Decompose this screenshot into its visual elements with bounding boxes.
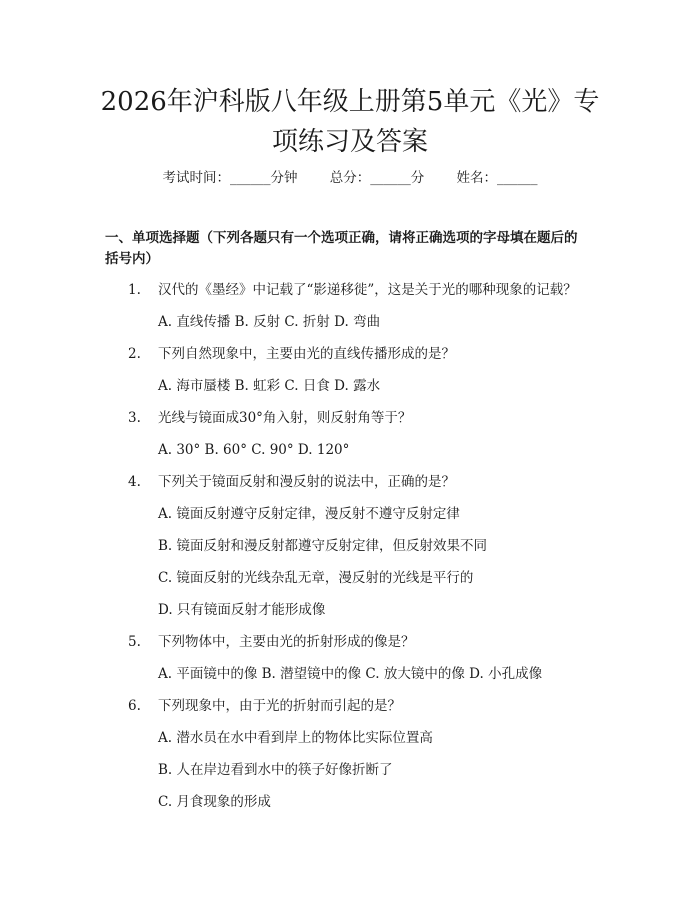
question-6 bbox=[128, 696, 401, 716]
question-number: 2. bbox=[128, 346, 141, 362]
question-4-option-c: C. 镜面反射的光线杂乱无章，漫反射的光线是平行的 bbox=[158, 570, 474, 586]
question-2-options: A. 海市蜃楼 B. 虹彩 C. 日食 D. 露水 bbox=[158, 378, 381, 394]
title-line-2: 项练习及答案 bbox=[271, 127, 428, 157]
student-name: 姓名：______ bbox=[456, 170, 538, 186]
question-4-option-d: D. 只有镜面反射才能形成像 bbox=[158, 602, 326, 618]
question-4-option-a: A. 镜面反射遵守反射定律，漫反射不遵守反射定律 bbox=[158, 506, 460, 522]
exam-score: 总分：______分 bbox=[329, 170, 425, 186]
section-heading bbox=[105, 228, 595, 270]
question-5-options: A. 平面镜中的像 B. 潜望镜中的像 C. 放大镜中的像 D. 小孔成像 bbox=[158, 666, 543, 682]
question-text: 下列现象中，由于光的折射而引起的是？ bbox=[158, 698, 401, 714]
exam-meta bbox=[0, 168, 700, 188]
question-text: 光线与镜面成30°角入射，则反射角等于？ bbox=[158, 410, 412, 426]
question-number: 6. bbox=[128, 698, 141, 714]
question-6-option-c: C. 月食现象的形成 bbox=[158, 794, 271, 810]
question-number: 1. bbox=[128, 282, 141, 298]
section-heading-line-1: 一、单项选择题（下列各题只有一个选项正确，请将正确选项的字母填在题后的 bbox=[105, 230, 578, 246]
question-2 bbox=[128, 344, 455, 364]
question-text: 下列自然现象中，主要由光的直线传播形成的是？ bbox=[158, 346, 455, 362]
question-number: 3. bbox=[128, 410, 141, 426]
question-3 bbox=[128, 408, 411, 428]
section-heading-line-2: 括号内） bbox=[105, 251, 159, 267]
question-4 bbox=[128, 472, 455, 492]
question-5 bbox=[128, 632, 415, 652]
question-6-option-a: A. 潜水员在水中看到岸上的物体比实际位置高 bbox=[158, 730, 433, 746]
question-4-option-b: B. 镜面反射和漫反射都遵守反射定律，但反射效果不同 bbox=[158, 538, 488, 554]
question-text: 汉代的《墨经》中记载了“影递移徙”，这是关于光的哪种现象的记载？ bbox=[158, 282, 577, 298]
question-text: 下列关于镜面反射和漫反射的说法中，正确的是？ bbox=[158, 474, 455, 490]
question-6-option-b: B. 人在岸边看到水中的筷子好像折断了 bbox=[158, 762, 393, 778]
question-number: 4. bbox=[128, 474, 141, 490]
question-1-options: A. 直线传播 B. 反射 C. 折射 D. 弯曲 bbox=[158, 314, 381, 330]
question-text: 下列物体中，主要由光的折射形成的像是？ bbox=[158, 634, 415, 650]
question-1 bbox=[128, 280, 577, 300]
question-number: 5. bbox=[128, 634, 141, 650]
title-line-1: 2026年沪科版八年级上册第5单元《光》专 bbox=[100, 87, 600, 117]
question-3-options: A. 30° B. 60° C. 90° D. 120° bbox=[158, 442, 350, 458]
exam-time: 考试时间：______分钟 bbox=[162, 170, 298, 186]
document-title bbox=[60, 82, 640, 162]
